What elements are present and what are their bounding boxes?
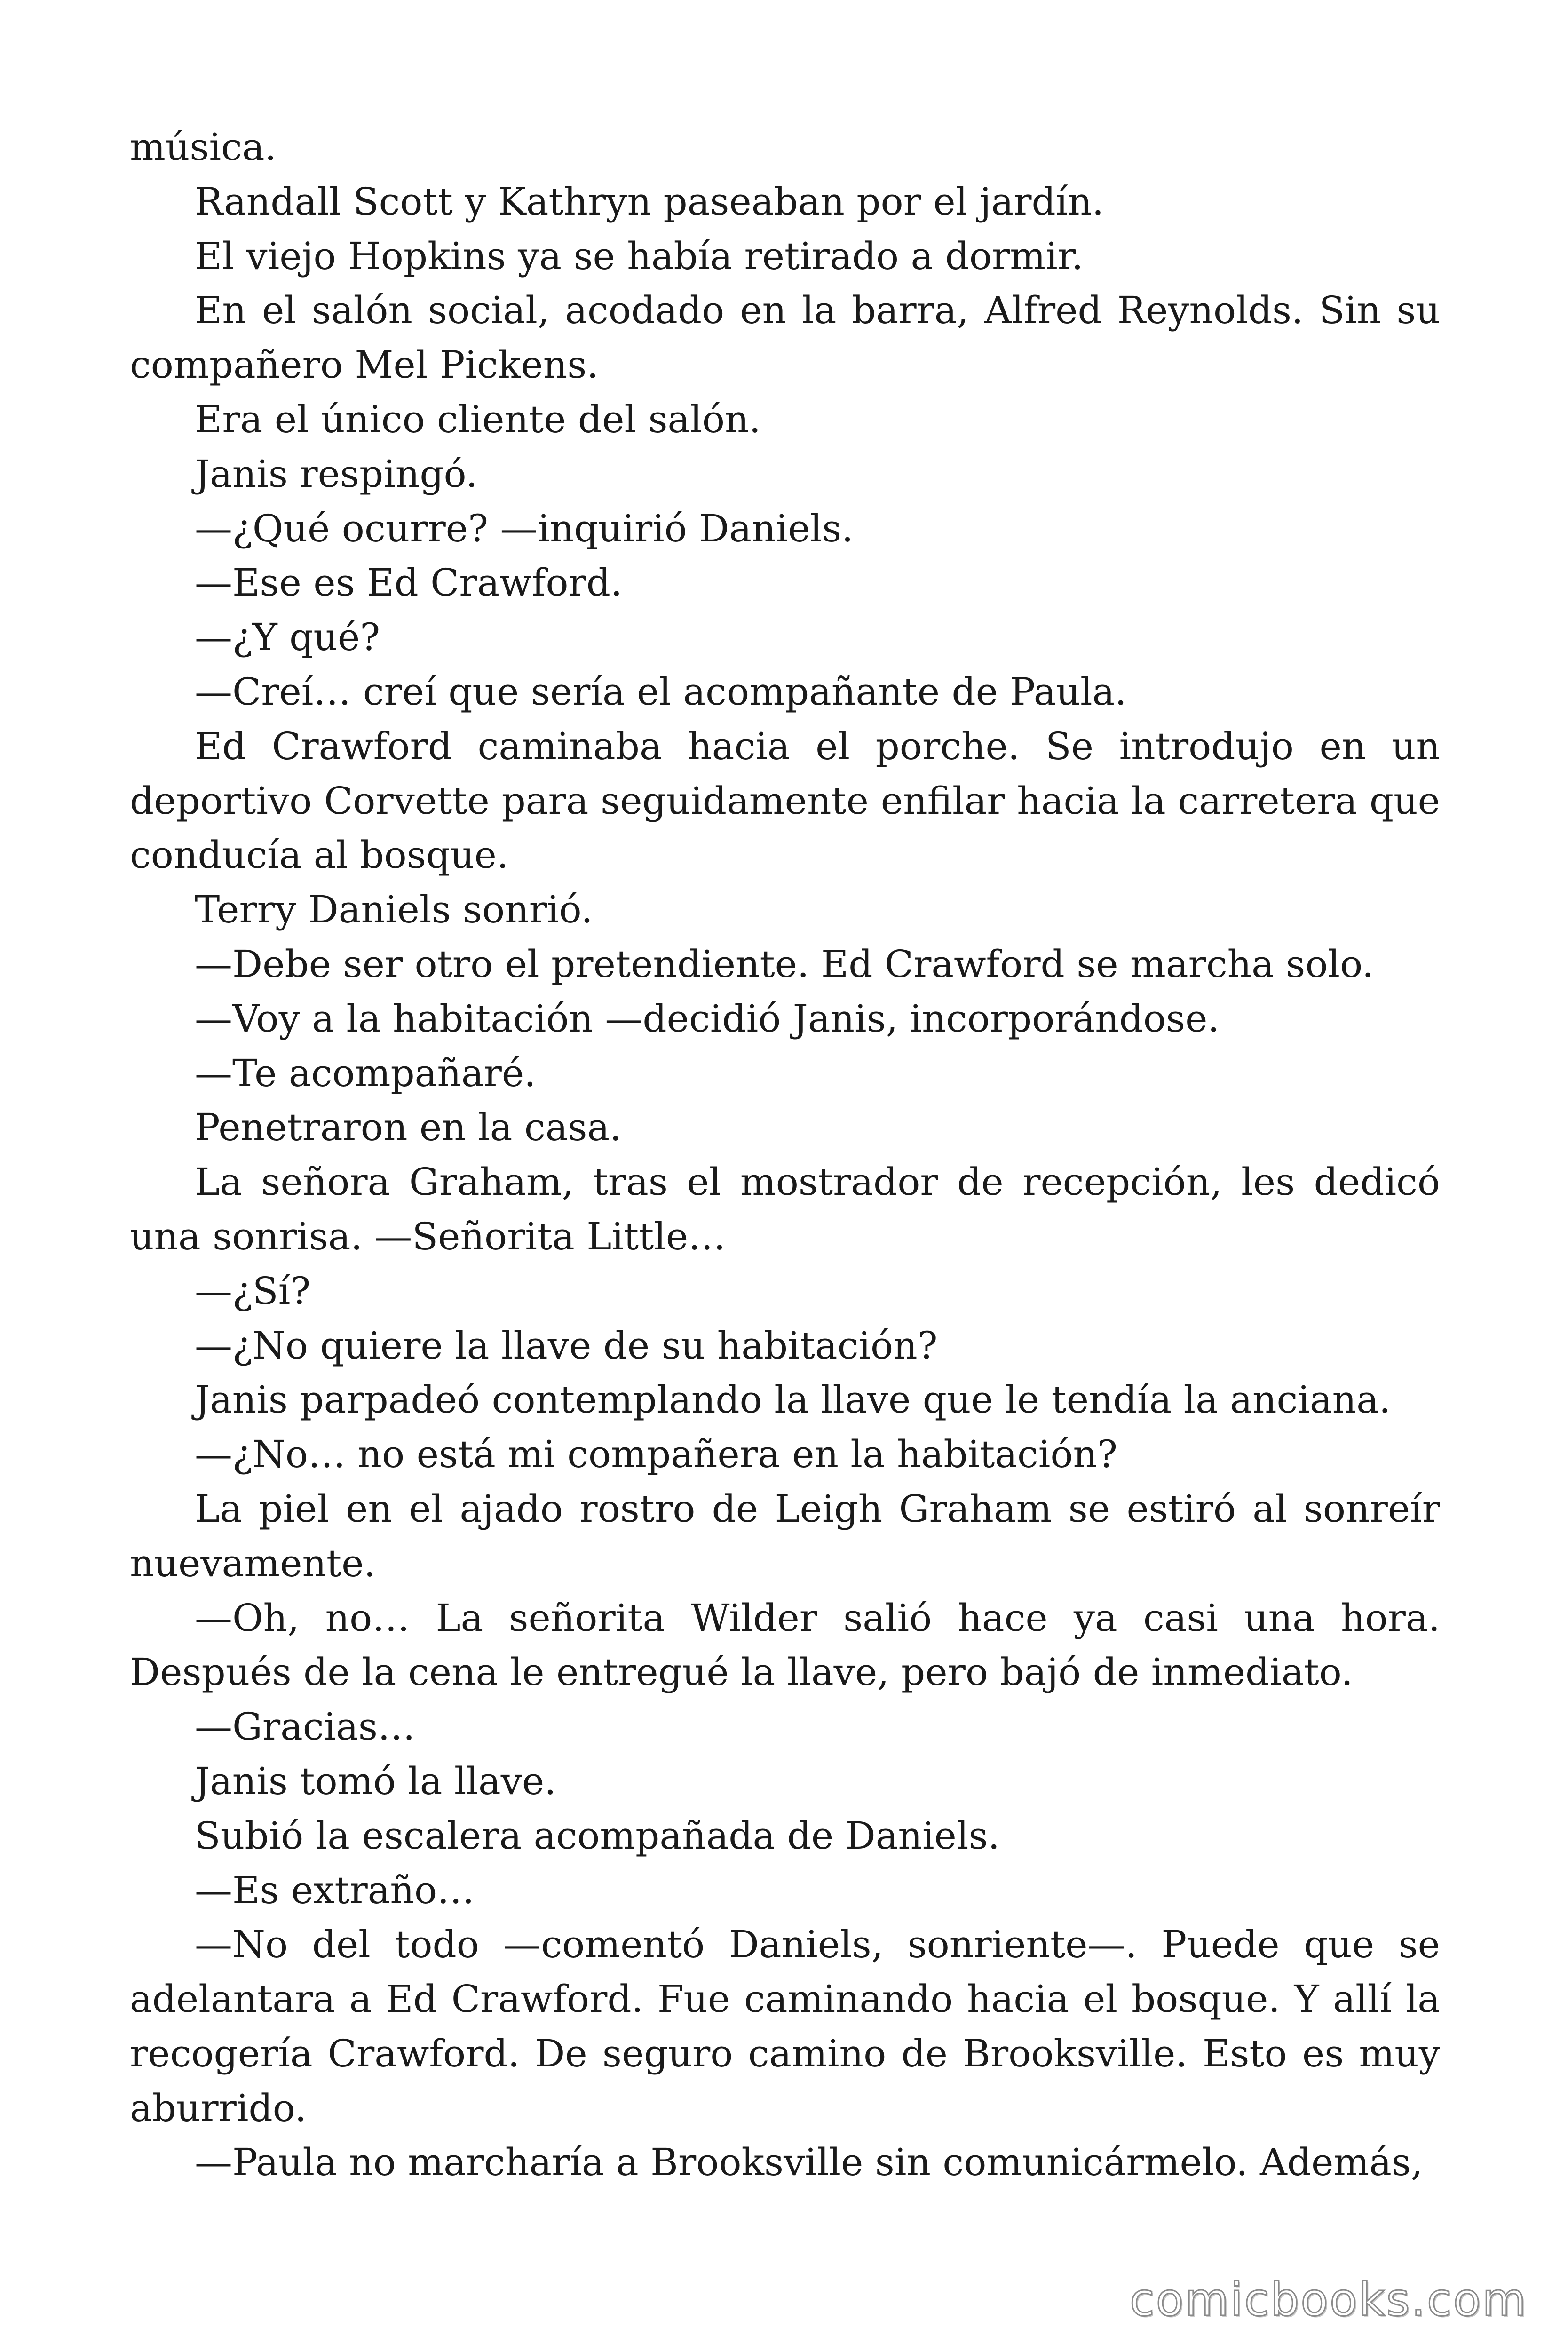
paragraph: El viejo Hopkins ya se había retirado a dormir. (195, 234, 1084, 278)
paragraph: En el salón social, acodado en la barra, Alfred Reynolds. Sin su compañero Mel Pickens. (130, 288, 1440, 387)
paragraph: —¿Sí? (195, 1269, 311, 1313)
paragraph: —Creí… creí que sería el acompañante de Paula. (195, 669, 1127, 714)
body-text (130, 120, 1440, 2190)
paragraph: Subió la escalera acompañada de Daniels. (195, 1813, 1000, 1858)
paragraph: Penetraron en la casa. (195, 1105, 622, 1150)
paragraph: La piel en el ajado rostro de Leigh Graham se estiró al sonreír nuevamente. (130, 1486, 1440, 1585)
paragraph: Randall Scott y Kathryn paseaban por el jardín. (195, 179, 1104, 223)
paragraph: —¿Qué ocurre? —inquirió Daniels. (195, 506, 854, 550)
paragraph: —Paula no marcharía a Brooksville sin comunicármelo. Además, (195, 2140, 1423, 2185)
paragraph: —No del todo —comentó Daniels, sonriente—. Puede que se adelantara a Ed Crawford. Fue caminando hacia el bosque. Y allí la recogería Crawford. De seguro camino de Brooksville. Esto es muy aburrido. (130, 1923, 1440, 2130)
paragraph: Terry Daniels sonrió. (195, 888, 593, 932)
paragraph: —Oh, no… La señorita Wilder salió hace ya casi una hora. Después de la cena le entregué la llave, pero bajó de inmediato. (130, 1596, 1440, 1694)
paragraph: Janis respingó. (195, 452, 478, 496)
paragraph: —Es extraño… (195, 1868, 475, 1912)
paragraph: —Ese es Ed Crawford. (195, 561, 623, 605)
paragraph: —Te acompañaré. (195, 1051, 536, 1095)
paragraph: —¿No… no está mi compañera en la habitación? (195, 1432, 1117, 1477)
paragraph: —Gracias… (195, 1705, 415, 1749)
paragraph: —¿No quiere la llave de su habitación? (195, 1323, 938, 1367)
paragraph: música. (130, 125, 277, 169)
paragraph: Janis parpadeó contemplando la llave que le tendía la anciana. (195, 1378, 1391, 1422)
paragraph: —Debe ser otro el pretendiente. Ed Crawford se marcha solo. (195, 942, 1374, 986)
paragraph: —Voy a la habitación —decidió Janis, incorporándose. (195, 996, 1220, 1041)
paragraph: Era el único cliente del salón. (195, 397, 761, 441)
watermark: comicbooks.com (1129, 2273, 1528, 2326)
paragraph: Ed Crawford caminaba hacia el porche. Se introdujo en un deportivo Corvette para seguidamente enfilar hacia la carretera que conducía al bosque. (130, 724, 1440, 877)
paragraph: Janis tomó la llave. (195, 1759, 556, 1803)
paragraph: La señora Graham, tras el mostrador de recepción, les dedicó una sonrisa. —Señorita Little… (130, 1160, 1440, 1258)
paragraph: —¿Y qué? (195, 615, 380, 660)
